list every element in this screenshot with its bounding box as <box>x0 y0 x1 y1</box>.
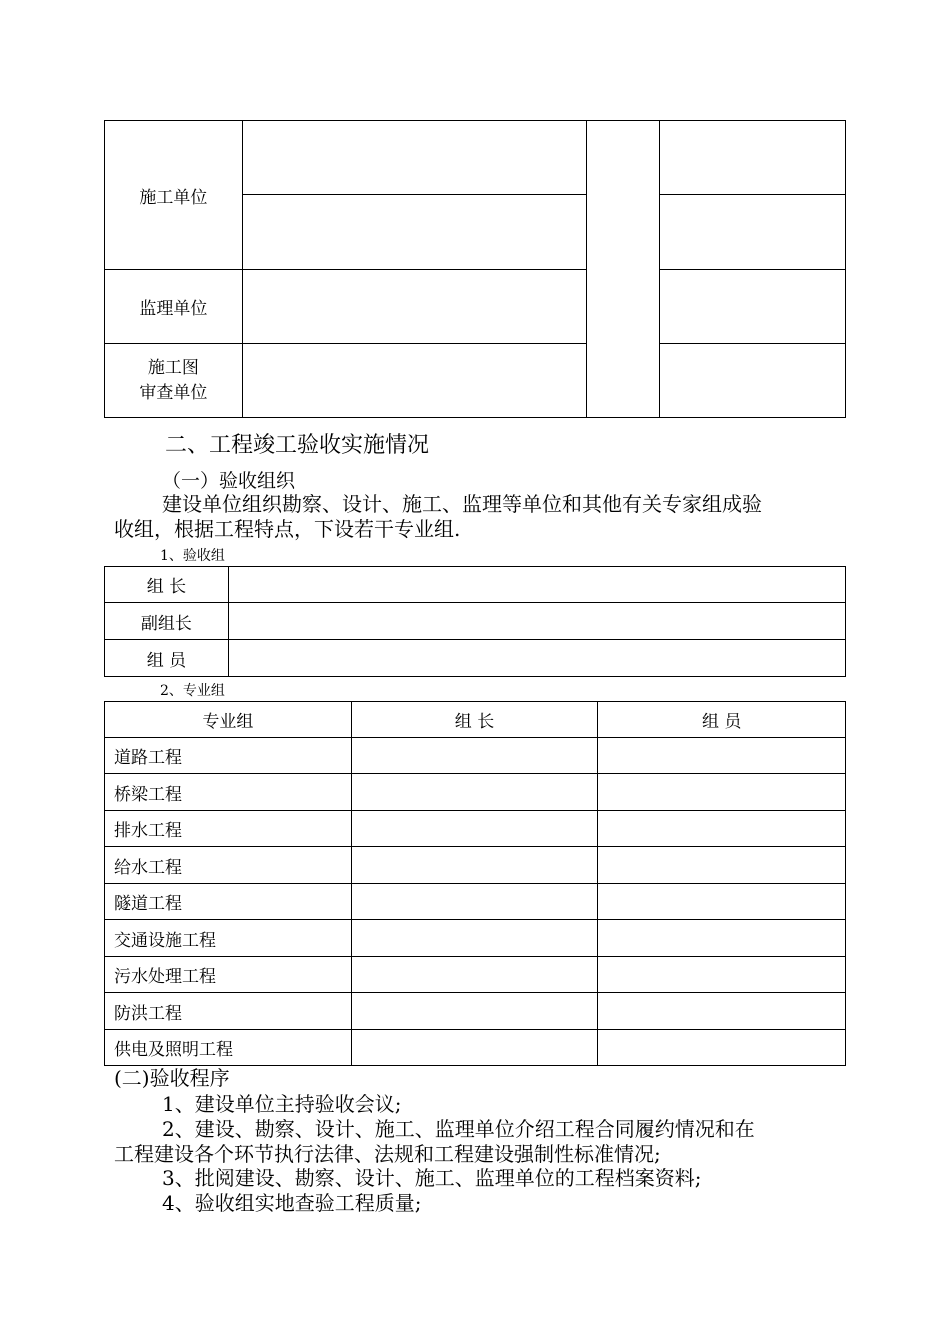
group-member-label: 组 员 <box>105 640 229 677</box>
specialty-row-label: 防洪工程 <box>105 993 352 1030</box>
drawing-review-unit-label <box>105 344 243 418</box>
specialty-group-caption: 2、专业组 <box>160 683 225 699</box>
specialty-member-cell[interactable] <box>598 811 846 847</box>
procedure-heading: (二)验收程序 <box>114 1066 230 1090</box>
specialty-member-cell[interactable] <box>598 847 846 884</box>
procedure-line-2: 2、建设、勘察、设计、施工、监理单位介绍工程合同履约情况和在 <box>162 1117 755 1141</box>
drawing-review-unit-extra-cell[interactable] <box>660 344 846 418</box>
construction-unit-extra-cell-1[interactable] <box>660 121 846 195</box>
drawing-review-line-1: 施工图 <box>147 357 199 378</box>
specialty-leader-cell[interactable] <box>351 957 598 993</box>
deputy-leader-value-cell[interactable] <box>228 603 845 640</box>
specialty-leader-cell[interactable] <box>351 738 598 774</box>
specialty-member-cell[interactable] <box>598 884 846 920</box>
specialty-header: 专业组 <box>105 702 352 738</box>
procedure-line-5: 4、验收组实地查验工程质量; <box>162 1191 422 1215</box>
procedure-line-4: 3、批阅建设、勘察、设计、施工、监理单位的工程档案资料; <box>162 1166 702 1190</box>
drawing-review-line-2: 审查单位 <box>139 382 208 403</box>
specialty-leader-cell[interactable] <box>351 920 598 957</box>
deputy-leader-label: 副组长 <box>105 603 229 640</box>
supervision-unit-extra-cell[interactable] <box>660 270 846 344</box>
supervision-unit-label: 监理单位 <box>105 270 243 344</box>
acceptance-group-caption: 1、验收组 <box>160 548 225 564</box>
specialty-row-label: 给水工程 <box>105 847 352 884</box>
specialty-member-cell[interactable] <box>598 993 846 1030</box>
specialty-member-cell[interactable] <box>598 738 846 774</box>
specialty-row-label: 桥梁工程 <box>105 774 352 811</box>
specialty-row-label: 隧道工程 <box>105 884 352 920</box>
specialty-member-cell[interactable] <box>598 957 846 993</box>
organization-paragraph-line-1: 建设单位组织勘察、设计、施工、监理等单位和其他有关专家组成验 <box>162 492 762 516</box>
specialty-leader-cell[interactable] <box>351 884 598 920</box>
group-member-value-cell[interactable] <box>228 640 845 677</box>
construction-unit-name-cell-1[interactable] <box>242 121 587 195</box>
specialty-row-label: 排水工程 <box>105 811 352 847</box>
specialty-member-cell[interactable] <box>598 774 846 811</box>
specialty-row-label: 道路工程 <box>105 738 352 774</box>
organization-paragraph-line-2: 收组，根据工程特点，下设若干专业组. <box>114 517 461 541</box>
specialty-leader-cell[interactable] <box>351 993 598 1030</box>
drawing-review-unit-name-cell[interactable] <box>242 344 587 418</box>
leader-header: 组 长 <box>351 702 598 738</box>
group-leader-label: 组 长 <box>105 567 229 603</box>
specialty-group-table <box>104 701 846 1066</box>
acceptance-organization-subheading: （一）验收组织 <box>162 470 296 492</box>
specialty-leader-cell[interactable] <box>351 1030 598 1066</box>
specialty-row-label: 交通设施工程 <box>105 920 352 957</box>
construction-unit-name-cell-2[interactable] <box>242 195 587 270</box>
specialty-leader-cell[interactable] <box>351 811 598 847</box>
procedure-line-1: 1、建设单位主持验收会议; <box>162 1092 402 1116</box>
supervision-unit-name-cell[interactable] <box>242 270 587 344</box>
specialty-leader-cell[interactable] <box>351 847 598 884</box>
specialty-member-cell[interactable] <box>598 920 846 957</box>
construction-unit-extra-cell-2[interactable] <box>660 195 846 270</box>
construction-unit-label: 施工单位 <box>105 121 243 270</box>
units-table <box>104 120 846 418</box>
member-header: 组 员 <box>598 702 846 738</box>
procedure-line-3: 工程建设各个环节执行法律、法规和工程建设强制性标准情况; <box>114 1142 661 1166</box>
acceptance-group-table <box>104 566 846 677</box>
section-two-heading: 二、工程竣工验收实施情况 <box>165 433 430 458</box>
group-leader-value-cell[interactable] <box>228 567 845 603</box>
specialty-leader-cell[interactable] <box>351 774 598 811</box>
merged-column-cell <box>587 121 660 418</box>
specialty-member-cell[interactable] <box>598 1030 846 1066</box>
specialty-row-label: 污水处理工程 <box>105 957 352 993</box>
specialty-row-label: 供电及照明工程 <box>105 1030 352 1066</box>
